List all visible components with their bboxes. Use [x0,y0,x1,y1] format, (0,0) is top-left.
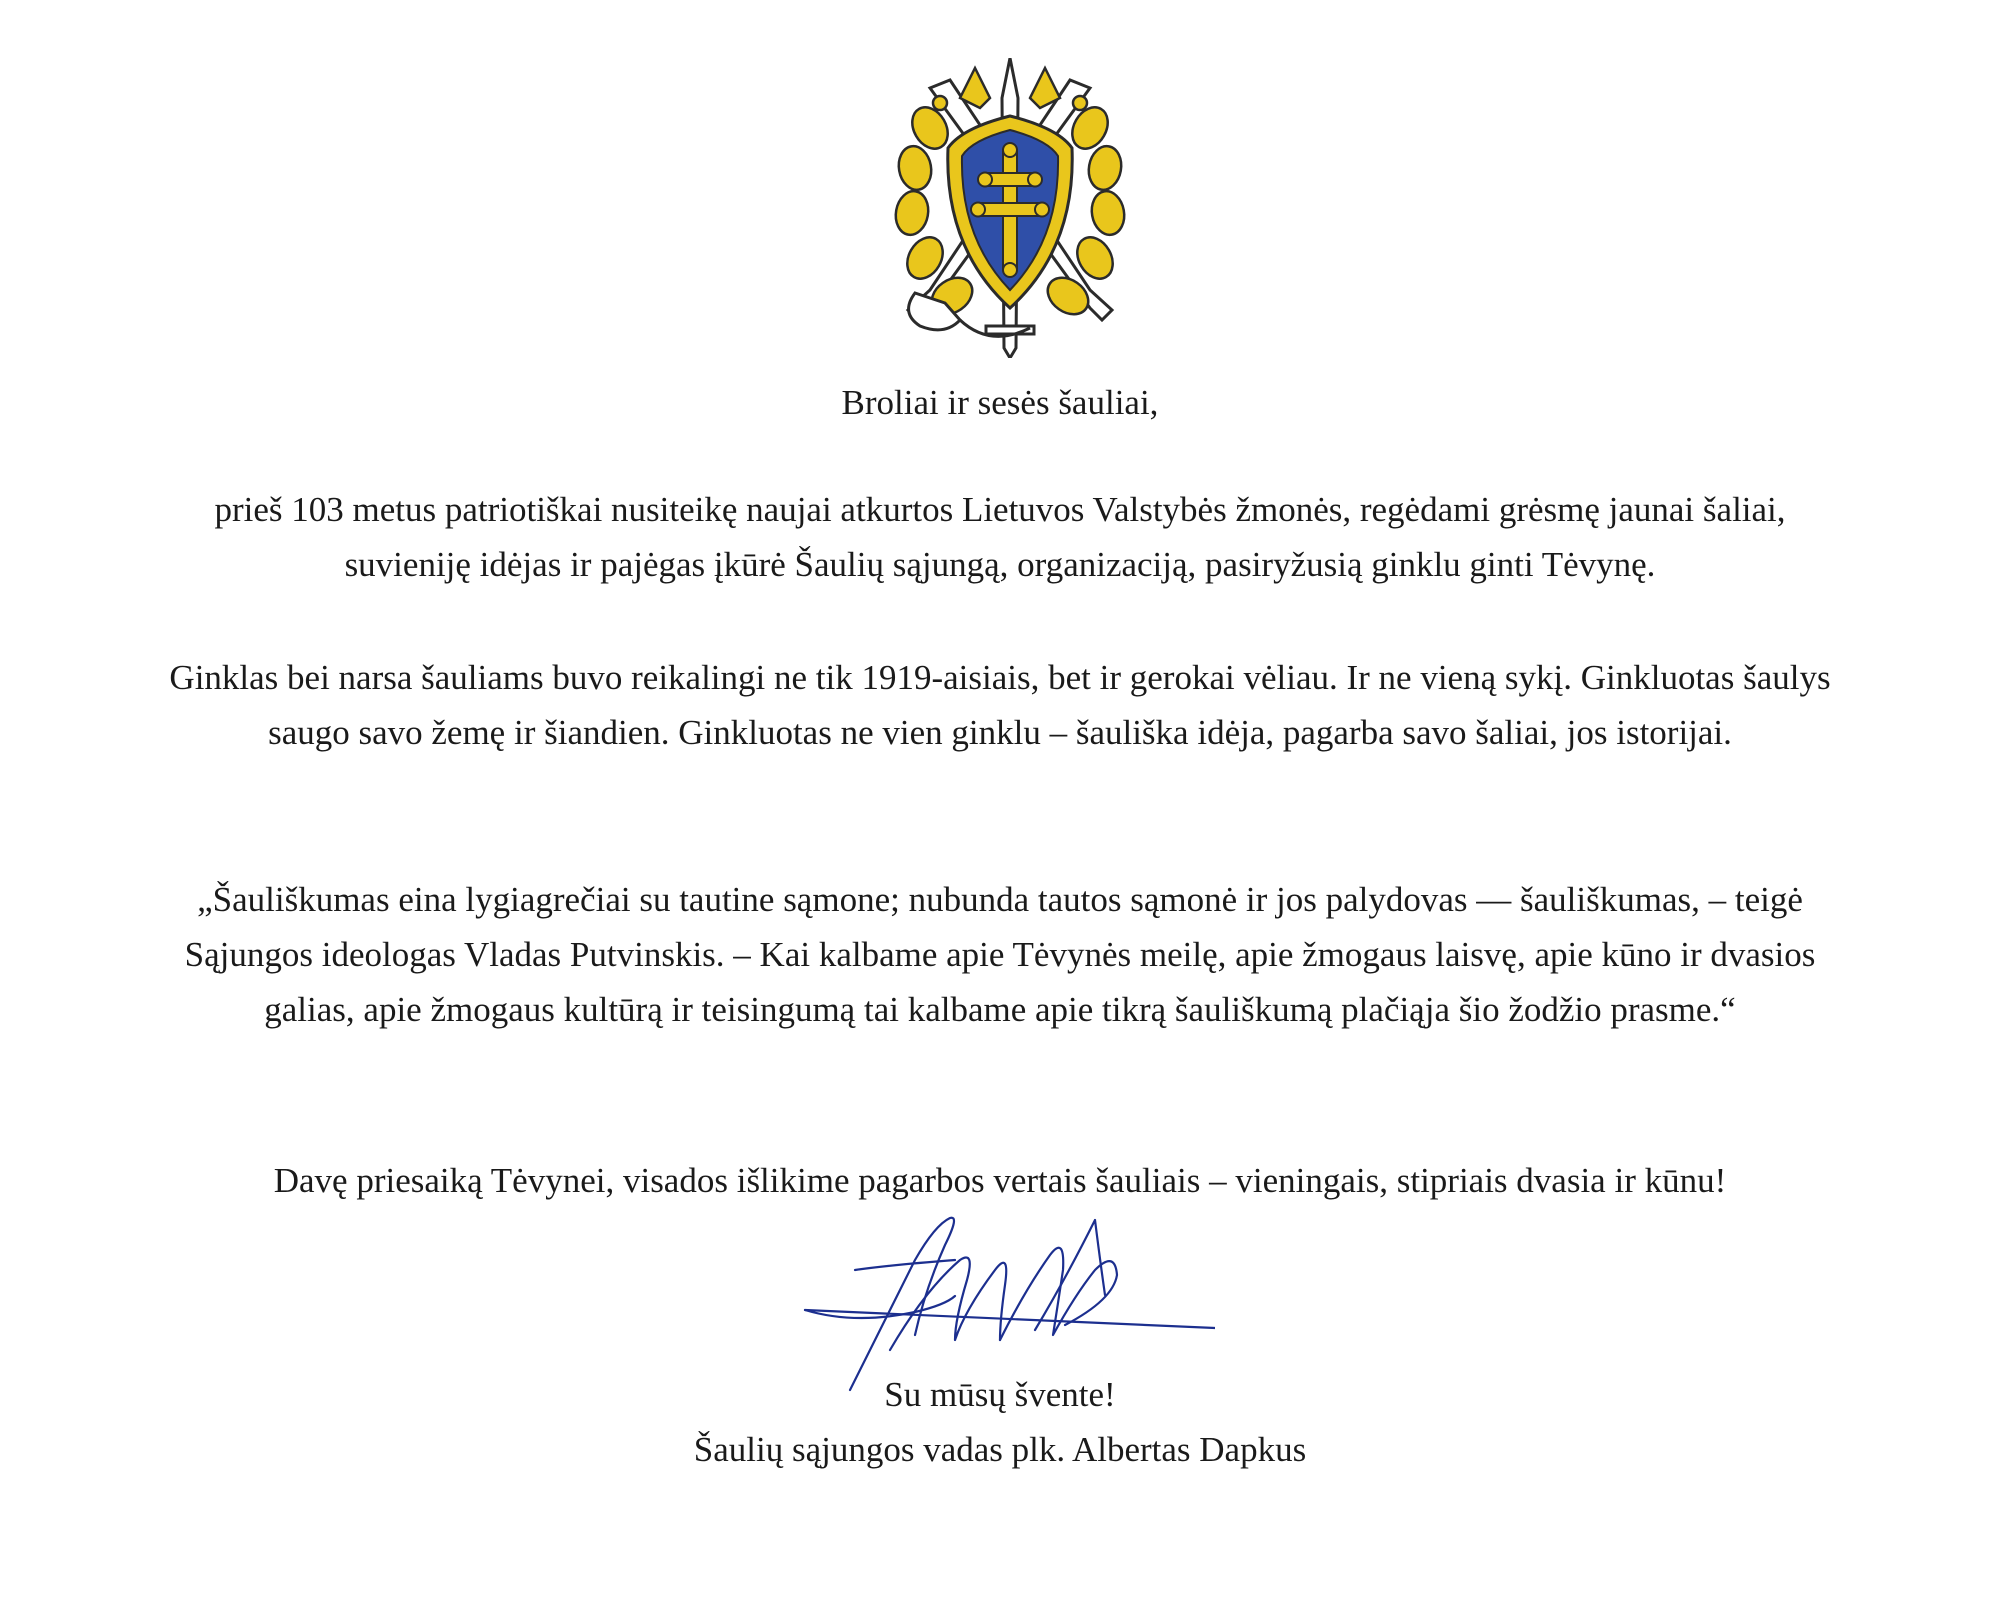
emblem-logo [890,58,1130,358]
paragraph-weapon: Ginklas bei narsa šauliams buvo reikalingi ne tik 1919-aisiais, bet ir gerokai vėliau. Ir ne vieną sykį. Ginkluotas šaulys saugo savo žemę ir šiandien. Ginkluotas ne vien ginklu – šauliška idėja, pagarba savo šaliai, jos istorijai. [169,658,1831,752]
closing-line: Davę priesaiką Tėvynei, visados išlikime pagarbos vertais šauliais – vieningais, stipriais dvasia ir kūnu! [273,1161,1727,1200]
signoff [150,1367,1850,1477]
greeting: Broliai ir sesės šauliai, [841,383,1159,422]
quote-putvinskis: „Šauliškumas eina lygiagrečiai su tautine sąmone; nubunda tautos sąmonė ir jos palydovas — šauliškumas, – teigė Sąjungos ideologas Vladas Putvinskis. – Kai kalbame apie Tėvynės meilę, apie žmogaus laisvę, apie kūno ir dvasios galias, apie žmogaus kultūrą ir teisingumą tai kalbame apie tikrą šauliškumą plačiąja šio žodžio prasme.“ [184,880,1816,1029]
paragraph-founding: prieš 103 metus patriotiškai nusiteikę naujai atkurtos Lietuvos Valstybės žmonės, regėdami grėsmę jaunai šaliai, suvieniję idėjas ir pajėgas įkūrė Šaulių sąjungą, organizaciją, pasiryžusią ginklu ginti Tėvynę. [214,490,1786,584]
author-line: Šaulių sąjungos vadas plk. Albertas Dapkus [693,1430,1307,1469]
wishes-line: Su mūsų švente! [884,1375,1116,1414]
